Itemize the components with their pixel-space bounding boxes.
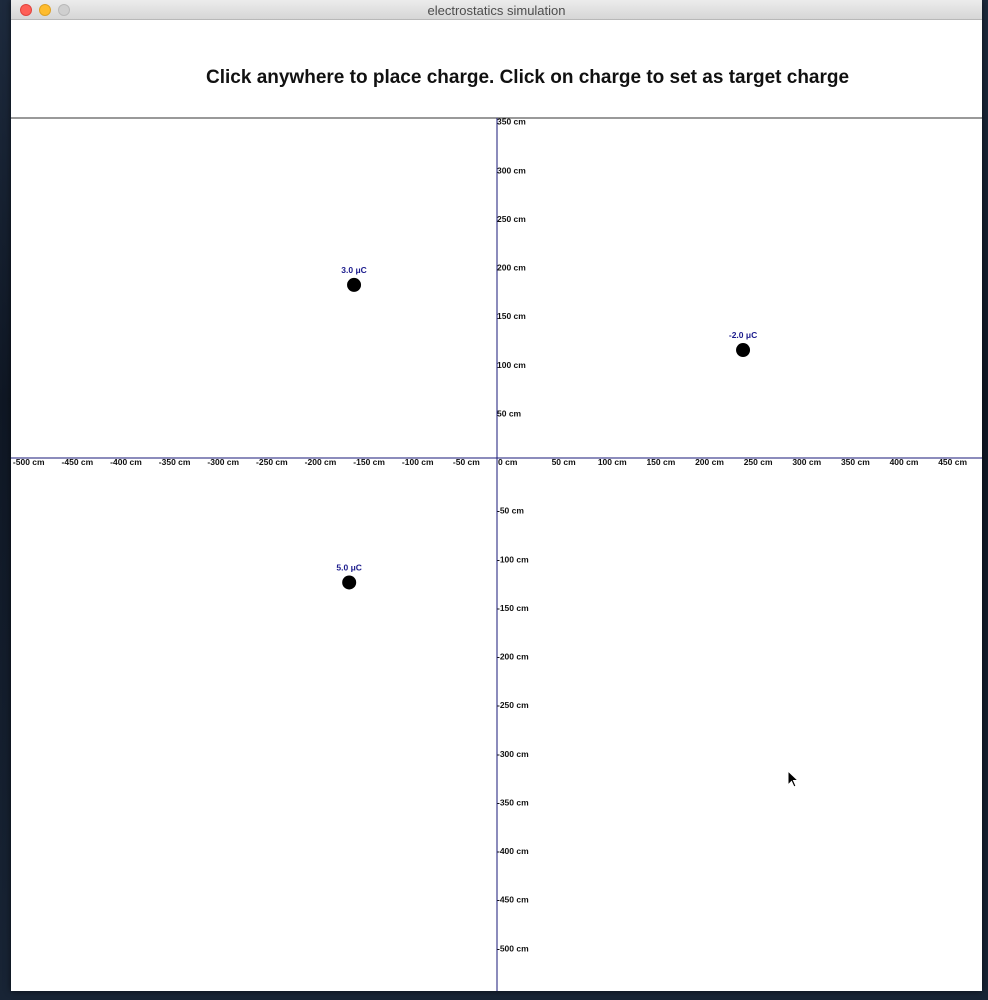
x-tick-label: -500 cm — [12, 457, 45, 467]
x-tick-label: -150 cm — [353, 457, 385, 467]
charge-dot[interactable] — [736, 343, 750, 357]
y-tick-label: -150 cm — [497, 602, 529, 613]
x-tick-label: 250 cm — [743, 457, 773, 467]
y-tick-label: -300 cm — [497, 748, 529, 759]
x-tick-label: 0 cm — [498, 457, 518, 467]
x-tick-label: -50 cm — [452, 457, 480, 467]
y-tick-label: -250 cm — [497, 700, 529, 711]
charge[interactable] — [729, 330, 757, 357]
charge-dot[interactable] — [347, 278, 361, 292]
charge-label: 5.0 μC — [336, 562, 362, 573]
x-tick-label: -100 cm — [401, 457, 434, 467]
x-tick-label: -200 cm — [304, 457, 337, 467]
y-tick-label: 350 cm — [497, 116, 526, 127]
x-tick-label: 350 cm — [840, 457, 870, 467]
charge-label: -2.0 μC — [728, 330, 758, 341]
y-tick-label: -100 cm — [497, 554, 529, 565]
y-tick-label: -450 cm — [497, 894, 529, 905]
coordinate-plane[interactable] — [11, 0, 982, 991]
window-title: electrostatics simulation — [427, 3, 566, 18]
charge[interactable] — [341, 265, 367, 292]
x-tick-label: -450 cm — [61, 457, 94, 467]
charge[interactable] — [336, 562, 362, 589]
y-tick-label: -350 cm — [497, 797, 529, 808]
y-tick-label: -400 cm — [497, 846, 529, 856]
y-tick-label: 200 cm — [497, 262, 526, 273]
charge-label: 3.0 μC — [341, 264, 367, 275]
x-tick-label: 50 cm — [551, 457, 576, 467]
y-tick-label: 150 cm — [497, 311, 526, 322]
x-tick-label: -300 cm — [207, 457, 240, 467]
app-window — [11, 0, 982, 991]
x-tick-label: -400 cm — [110, 457, 142, 467]
y-tick-label: -200 cm — [497, 651, 529, 662]
instructions-text: Click anywhere to place charge. Click on charge to set as target charge — [206, 67, 850, 88]
x-tick-label: -250 cm — [256, 457, 288, 467]
x-tick-label: -350 cm — [158, 457, 191, 467]
x-tick-label: 100 cm — [597, 457, 627, 467]
charge-dot[interactable] — [342, 575, 356, 589]
y-tick-label: 250 cm — [497, 213, 526, 224]
mouse-cursor-icon — [787, 770, 801, 790]
y-tick-label: 100 cm — [497, 359, 526, 370]
x-tick-label: 400 cm — [889, 457, 919, 467]
x-tick-label: 300 cm — [792, 457, 822, 467]
y-tick-label: 300 cm — [497, 165, 526, 176]
y-axis-labels — [497, 117, 529, 954]
x-tick-label: 450 cm — [938, 457, 968, 467]
y-tick-label: -500 cm — [497, 943, 529, 954]
x-tick-label: 150 cm — [646, 457, 676, 467]
x-tick-label: 200 cm — [695, 457, 724, 467]
y-tick-label: 50 cm — [497, 408, 522, 419]
y-tick-label: -50 cm — [497, 505, 524, 516]
